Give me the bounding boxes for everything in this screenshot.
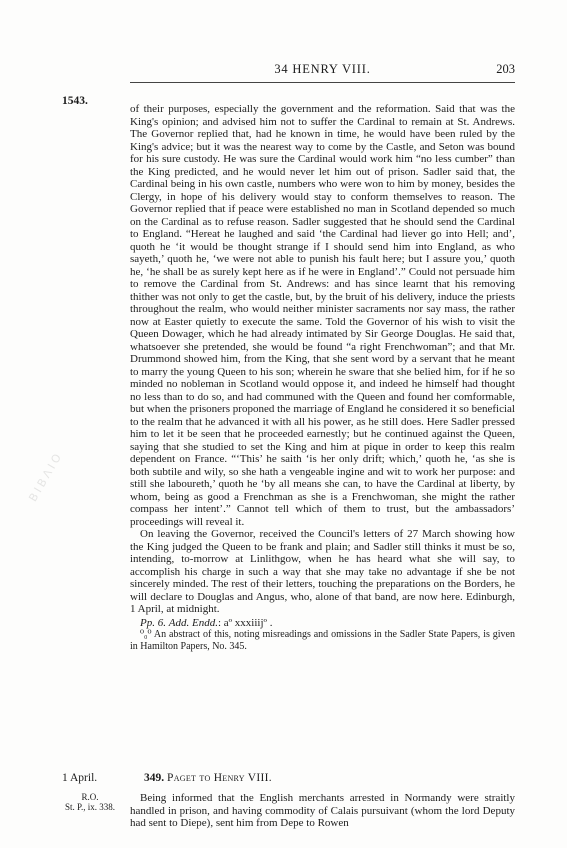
margin-year: 1543. [62, 95, 88, 107]
document-description [130, 617, 515, 630]
running-title: 34 HENRY VIII. [274, 62, 371, 76]
entry-number: 349. [144, 772, 165, 784]
entry-paragraph: Being informed that the English merchants arrested in Normandy were straitly handled in prison, and having commodity of Calais pursuivant (whom the lord Deputy had sent to Diepe), sent him from Depe to Rowen [130, 792, 515, 829]
entry-reference [62, 792, 118, 812]
entry-date: 1 April. [62, 772, 98, 784]
pages-label: Pp. 6. [140, 616, 166, 629]
editorial-note: ⁰₀⁰ An abstract of this, noting misreadings and omissions in the Sadler State Papers, is given in Hamilton Papers, No. 345. [130, 629, 515, 652]
addressed-label: Add. [168, 616, 190, 629]
body-paragraph-2: On leaving the Governor, received the Council's letters of 27 March showing how the King judged the Queen to be frank and plain; and Sadler still thinks it must be so, intending, to-morrow at Linlithgow, when he has heard what she will say, to accomplish his charge in such a way that she may take no advantage if she be not sincerely minded. The rest of their letters, touching the preparations on the Borders, he will declare to Douglas and Angus, who, alone of that band, are now here. Edinburgh, 1 April, at midnight. [130, 528, 515, 615]
entry-text [130, 792, 515, 830]
header-rule [130, 82, 515, 83]
entry-reference-citation: St. P., ix. 338. [64, 802, 115, 812]
watermark-left: ΒΙΒΛΙΟ [26, 449, 66, 504]
page-number: 203 [496, 62, 515, 76]
body-text [130, 103, 515, 653]
entry-title: Paget to Henry VIII. [167, 772, 272, 784]
body-paragraph-1: of their purposes, especially the government and the reformation. Said that was the King's opinion; and advised him not to suffer the Cardinal to remain at St. Andrews. The Governor replied that, had he known in time, he would have been ruled by the King's advice; but it was the nearest way to come by the Castle, and Seton was bound for his sure custody. He was sure the Cardinal would work him “no less cumber” than the King predicted, and he would never let him out of prison. Sadler said that, the Cardinal being in his own castle, numbers who were won to him by money, besides the Clergy, in hope of his delivery would stay to conform themselves to reason. The Governor replied that if peace were established no man in Scotland depended so much on the Cardinal as to refuse reason. Sadler suggested that he should send the Cardinal to England. “Hereat he laughed and said ‘the Cardinal had liever go into Hell; and’, quoth he ‘it would be thought strange if I should send him into England, as who sayeth,’ quoth he, ‘we were not able to punish his fault here; but I assure you,’ quoth he, ‘he shall be as surely kept here as if he were in England’.” Could not persuade him to remove the Cardinal from St. Andrews: and has since learnt that his removing thither was not only to get the castle, but, by the bruit of his delivery, induce the priests throughout the realm, who would neither minister sacraments nor say mass, the rather now at Easter quietly to execute the same. Told the Governor of his wish to visit the Queen Dowager, which he had already intimated by Sir George Douglas. He said that, whatsoever she pretended, she would be found “a right Frenchwoman”; and that Mr. Drummond showed him, from the King, that she sent word by a servant that he meant to marry the young Queen to his son; wherein he sware that she belied him, for if he so minded no nobleman in Scotland would oppose it, and indeed he himself had thought no less than to do so, and had communed with the Queen and found her comformable, but when the prisoners proponed the marriage of England he considered it so beneficial to the realm that he advanced it with all his power, as he still does. Here Sadler pressed him to let it be seen that he proceeded earnestly; but he continued against the Queen, saying that she studied to set the King and him at pique in order to keep this realm dependent on France. “‘This’ he saith ‘is her only drift; which,’ quoth he, ‘as she is both subtile and wily, so she hath a vengeable ingine and wit to work her purpose: and still she laboureth,’ quoth he ‘by all means she can, to have the Cardinal at liberty, by whom, being as good a Frenchman as she is a Frenchwoman, she might the rather compass her intent’.” Cannot tell which of them to trust, but the ambassadors’ proceedings will reveal it. [130, 103, 515, 528]
endorsed-label: Endd. [191, 616, 218, 629]
entry-reference-source: R.O. [81, 792, 99, 802]
running-head [130, 62, 515, 80]
endorsement-text: : aº xxxiiijº . [217, 616, 273, 629]
entry-heading [144, 772, 272, 784]
